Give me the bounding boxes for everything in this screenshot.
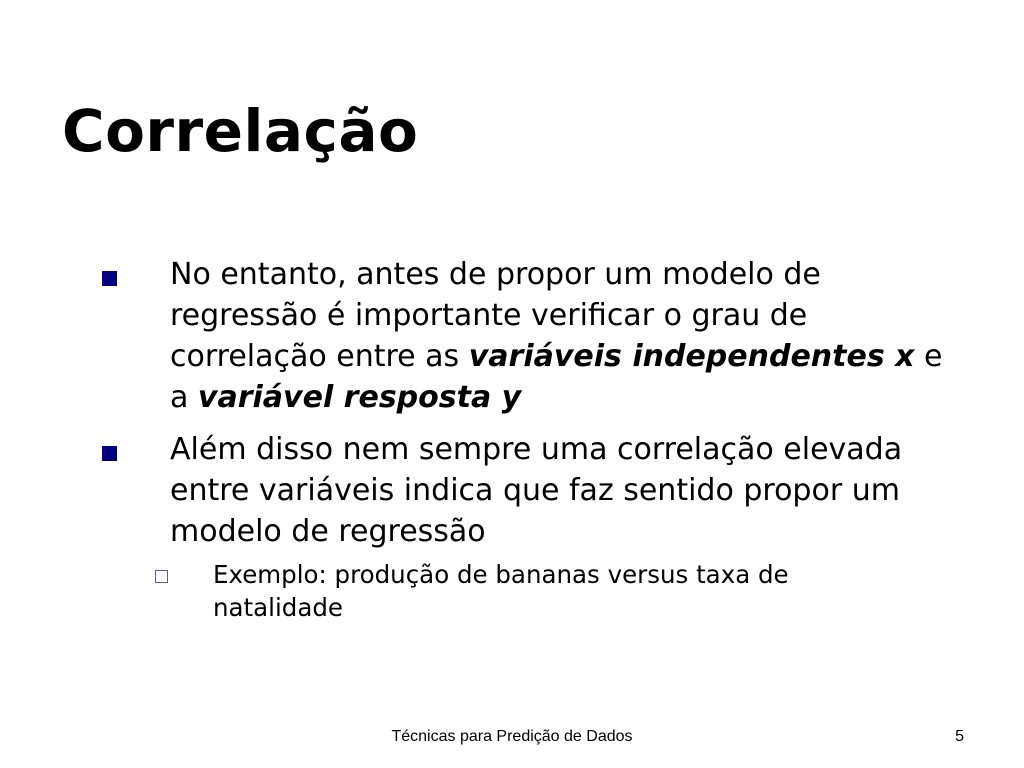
page-number: 5 — [955, 728, 964, 745]
bullet-item — [0, 254, 970, 418]
bullet-text: No entanto, antes de propor um modelo de regressão é importante verificar o grau de correlação entre as — [170, 257, 821, 374]
bullet-emphasis: variáveis independentes x — [468, 339, 915, 374]
bullet-list — [0, 254, 1024, 624]
slide-footer: Técnicas para Predição de Dados — [391, 728, 633, 745]
bullet-item — [0, 429, 970, 552]
slide-title: Correlação — [62, 97, 419, 165]
square-bullet-icon — [102, 271, 117, 286]
bullet-text: e a — [170, 339, 943, 415]
bullet-text: Além disso nem sempre uma correlação elevada entre variáveis indica que faz sentido propor um modelo de regressão — [170, 432, 903, 549]
hollow-square-bullet-icon — [155, 570, 168, 583]
bullet-emphasis: variável resposta y — [197, 380, 522, 415]
sub-bullet-text: Exemplo: produção de bananas versus taxa de natalidade — [213, 560, 789, 622]
sub-bullet-item — [0, 558, 913, 624]
square-bullet-icon — [102, 446, 117, 461]
